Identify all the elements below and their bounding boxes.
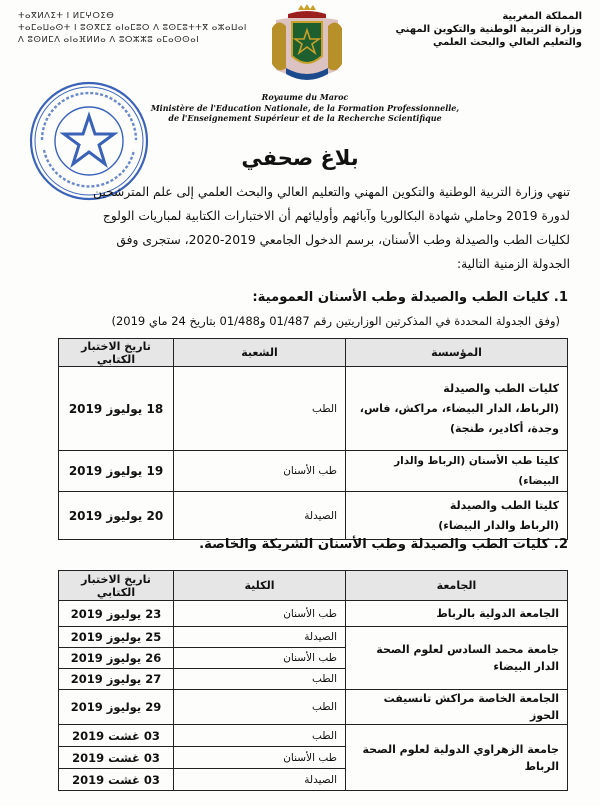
private-faculties-table: [58, 570, 568, 791]
branch-cell: الصيدلة: [174, 492, 346, 540]
branch-cell: طب الأسنان: [174, 451, 346, 492]
date-cell: 03 غشت 2019: [59, 725, 174, 747]
arabic-header-line: المملكة المغربية: [502, 11, 582, 22]
university-cell: الجامعة الخاصة مراكش تانسيفت الحوز: [346, 690, 568, 725]
arabic-header: [387, 10, 582, 49]
col-faculty: الكلية: [174, 571, 346, 601]
date-cell: 26 يوليوز 2019: [59, 648, 174, 669]
table-row: [59, 627, 568, 648]
public-faculties-table: [58, 338, 568, 540]
french-header-line: Ministère de l'Education Nationale, de la Formation Professionnelle,: [150, 102, 460, 113]
col-branch: الشعبة: [174, 339, 346, 367]
french-header: [150, 92, 460, 124]
intro-line: الجدولة الزمنية التالية:: [456, 257, 570, 271]
tifinagh-line: ⵜⴰⵎⴰⵡⴰⵙⵜ ⵏ ⵓⵙⴳⵎⵉ ⴰⵏⴰⵎⵓⵔ ⴷ ⵓⵙⵎⵓⵜⵜⴳ ⴰⵣⴰⵡⴰⵏ: [18, 23, 247, 33]
col-university: الجامعة: [346, 571, 568, 601]
intro-line: تنهي وزارة التربية الوطنية والتكوين المهني والتعليم العالي والبحث العلمي إلى علم المترشحين: [93, 185, 570, 199]
intro-line: لكليات الطب والصيدلة وطب الأسنان، برسم الدخول الجامعي 2019-2020، ستجرى وفق: [116, 233, 570, 247]
date-cell: 19 يوليوز 2019: [59, 451, 174, 492]
faculty-cell: الطب: [174, 669, 346, 690]
faculty-cell: طب الأسنان: [174, 648, 346, 669]
table-row: [59, 492, 568, 540]
faculty-cell: الطب: [174, 725, 346, 747]
tifinagh-header: [18, 10, 247, 46]
table-row: [59, 601, 568, 627]
date-cell: 25 يوليوز 2019: [59, 627, 174, 648]
branch-cell: الطب: [174, 367, 346, 451]
faculty-cell: الصيدلة: [174, 627, 346, 648]
faculty-cell: الصيدلة: [174, 769, 346, 791]
institution-cell: كليتا الطب والصيدلة (الرباط والدار البيضاء): [346, 492, 568, 540]
university-cell: جامعة محمد السادس لعلوم الصحة الدار البيضاء: [346, 627, 568, 690]
section1-note: (وفق الجدولة المحددة في المذكرتين الوزاريتين رقم 01/487 و01/488 بتاريخ 24 ماي 2019): [111, 314, 560, 328]
date-cell: 29 يوليوز 2019: [59, 690, 174, 725]
arabic-header-line: وزارة التربية الوطنية والتكوين المهني: [395, 24, 582, 35]
university-cell: الجامعة الدولية بالرباط: [346, 601, 568, 627]
date-cell: 18 يوليوز 2019: [59, 367, 174, 451]
faculty-cell: طب الأسنان: [174, 747, 346, 769]
table-row: [59, 367, 568, 451]
table-header-row: [59, 571, 568, 601]
intro-line: لدورة 2019 وحاملي شهادة البكالوريا وآبائهم وأوليائهم أن الاختبارات الكتابية لمباريات الولوج: [102, 209, 570, 223]
table-header-row: [59, 339, 568, 367]
arabic-header-line: والتعليم العالي والبحث العلمي: [432, 37, 582, 48]
institution-cell: كليات الطب والصيدلة (الرباط، الدار البيضاء، مراكش، فاس، وجدة، أكادير، طنجة): [346, 367, 568, 451]
date-cell: 27 يوليوز 2019: [59, 669, 174, 690]
french-header-line: Royaume du Maroc: [261, 92, 349, 102]
date-cell: 03 غشت 2019: [59, 747, 174, 769]
table-row: [59, 451, 568, 492]
moroccan-coat-of-arms-icon: [268, 4, 346, 86]
faculty-cell: طب الأسنان: [174, 601, 346, 627]
date-cell: 20 يوليوز 2019: [59, 492, 174, 540]
date-cell: 23 يوليوز 2019: [59, 601, 174, 627]
page-title: بلاغ صحفي: [241, 146, 359, 170]
table-row: [59, 725, 568, 747]
col-institution: المؤسسة: [346, 339, 568, 367]
french-header-line: de l'Enseignement Supérieur et de la Recherche Scientifique: [168, 113, 442, 123]
faculty-cell: الطب: [174, 690, 346, 725]
tifinagh-line: ⵜⴰⴳⵍⴷⵉⵜ ⵏ ⵍⵎⵖⵔⵉⴱ: [18, 11, 115, 21]
section1-title: 1. كليات الطب والصيدلة وطب الأسنان العمومية:: [252, 290, 568, 305]
date-cell: 03 غشت 2019: [59, 769, 174, 791]
col-date: تاريخ الاختبار الكتابي: [59, 339, 174, 367]
section2-title: 2. كليات الطب والصيدلة وطب الأسنان الشريكة والخاصة.: [199, 537, 568, 552]
institution-cell: كليتا طب الأسنان (الرباط والدار البيضاء): [346, 451, 568, 492]
col-date: تاريخ الاختبار الكتابي: [59, 571, 174, 601]
university-cell: جامعة الزهراوي الدولية لعلوم الصحة الرباط: [346, 725, 568, 791]
tifinagh-line: ⴷ ⵓⵙⵍⵎⴷ ⴰⵏⴰⴼⵍⵍⴰ ⴷ ⵓⵔⵣⵣⵓ ⴰⵎⴰⵙⵙⴰⵏ: [18, 35, 200, 45]
table-row: [59, 690, 568, 725]
intro-paragraph: [36, 180, 570, 276]
